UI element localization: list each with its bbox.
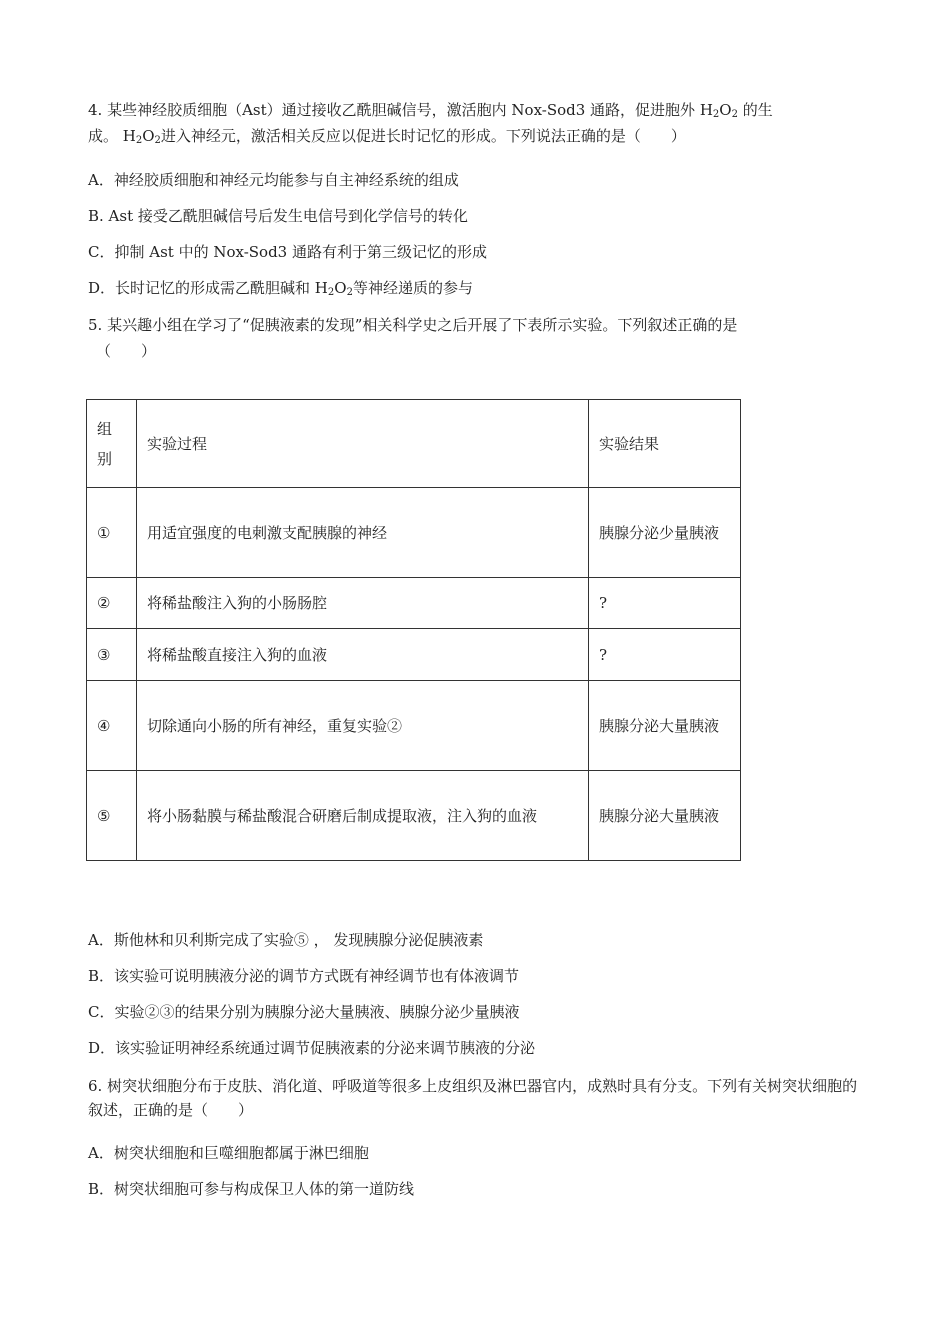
row-result: 胰腺分泌大量胰液: [589, 681, 741, 771]
subscript: 2: [712, 109, 720, 120]
q4-stem-text: O: [719, 101, 732, 119]
row-process: 切除通向小肠的所有神经，重复实验②: [137, 681, 589, 771]
q4-option-d-text: 等神经递质的参与: [352, 279, 473, 297]
q4-stem-text: O: [142, 127, 155, 145]
row-process: 将稀盐酸直接注入狗的血液: [137, 629, 589, 681]
q4-option-d-text: D．长时记忆的形成需乙酰胆碱和 H: [88, 279, 328, 297]
q4-stem-text: 进入神经元，激活相关反应以促进长时记忆的形成。下列说法正确的是（ ）: [160, 127, 686, 145]
table-row: [87, 578, 741, 629]
q4-option-a: A．神经胶质细胞和神经元均能参与自主神经系统的组成: [88, 171, 459, 189]
row-process: 用适宜强度的电刺激支配胰腺的神经: [137, 488, 589, 578]
q5-stem-paren: （ ）: [96, 342, 157, 360]
row-id: ①: [87, 488, 137, 578]
q5-option-a: A．斯他林和贝利斯完成了实验⑤ ， 发现胰腺分泌促胰液素: [88, 931, 484, 949]
row-result: 胰腺分泌大量胰液: [589, 771, 741, 861]
row-result: 胰腺分泌少量胰液: [589, 488, 741, 578]
header-process: 实验过程: [137, 400, 589, 488]
table-row: [87, 771, 741, 861]
row-result: ?: [589, 578, 741, 629]
q4-option-d: [88, 278, 473, 298]
row-id: ⑤: [87, 771, 137, 861]
subscript: 2: [731, 109, 738, 120]
table-row: [87, 681, 741, 771]
subscript: 2: [327, 287, 335, 298]
row-id: ③: [87, 629, 137, 681]
q6-option-a: A．树突状细胞和巨噬细胞都属于淋巴细胞: [88, 1144, 369, 1162]
subscript: 2: [346, 287, 353, 298]
header-result: 实验结果: [589, 400, 741, 488]
table-header-row: [87, 400, 741, 488]
table-row: [87, 488, 741, 578]
q5-option-b: B．该实验可说明胰液分泌的调节方式既有神经调节也有体液调节: [88, 967, 520, 985]
q6-stem: 6. 树突状细胞分布于皮肤、消化道、呼吸道等很多上皮组织及淋巴器官内，成熟时具有分支。下列有关树突状细胞的叙述，正确的是（ ）: [88, 1077, 858, 1119]
header-group-char: 别: [97, 449, 113, 468]
row-process: 将稀盐酸注入狗的小肠肠腔: [137, 578, 589, 629]
q4-option-d-text: O: [334, 279, 347, 297]
q4-stem-text: 4. 某些神经胶质细胞（Ast）通过接收乙酰胆碱信号，激活胞内 Nox-Sod3 通路，促进胞外 H: [88, 101, 713, 119]
row-id: ④: [87, 681, 137, 771]
q4-stem-line2: [88, 126, 686, 146]
q5-option-c: C．实验②③的结果分别为胰腺分泌大量胰液、胰腺分泌少量胰液: [88, 1003, 520, 1021]
row-id: ②: [87, 578, 137, 629]
q4-stem-text: 成。 H: [88, 127, 136, 145]
q4-stem-text: 的生: [737, 101, 773, 119]
q4-stem-line1: [88, 100, 773, 120]
subscript: 2: [135, 135, 143, 146]
header-group-char: 组: [97, 419, 113, 438]
q4-option-c: C．抑制 Ast 中的 Nox-Sod3 通路有利于第三级记忆的形成: [88, 243, 487, 261]
q5-option-d: D．该实验证明神经系统通过调节促胰液素的分泌来调节胰液的分泌: [88, 1039, 536, 1057]
subscript: 2: [154, 135, 161, 146]
row-process: 将小肠黏膜与稀盐酸混合研磨后制成提取液，注入狗的血液: [137, 771, 589, 861]
row-result: ?: [589, 629, 741, 681]
table-row: [87, 629, 741, 681]
experiment-table: [86, 399, 741, 861]
q6-option-b: B．树突状细胞可参与构成保卫人体的第一道防线: [88, 1180, 415, 1198]
header-group: [87, 400, 137, 488]
q4-option-b: B. Ast 接受乙酰胆碱信号后发生电信号到化学信号的转化: [88, 207, 468, 225]
q5-stem: 5. 某兴趣小组在学习了“促胰液素的发现”相关科学史之后开展了下表所示实验。下列叙述正确的是: [88, 316, 738, 334]
